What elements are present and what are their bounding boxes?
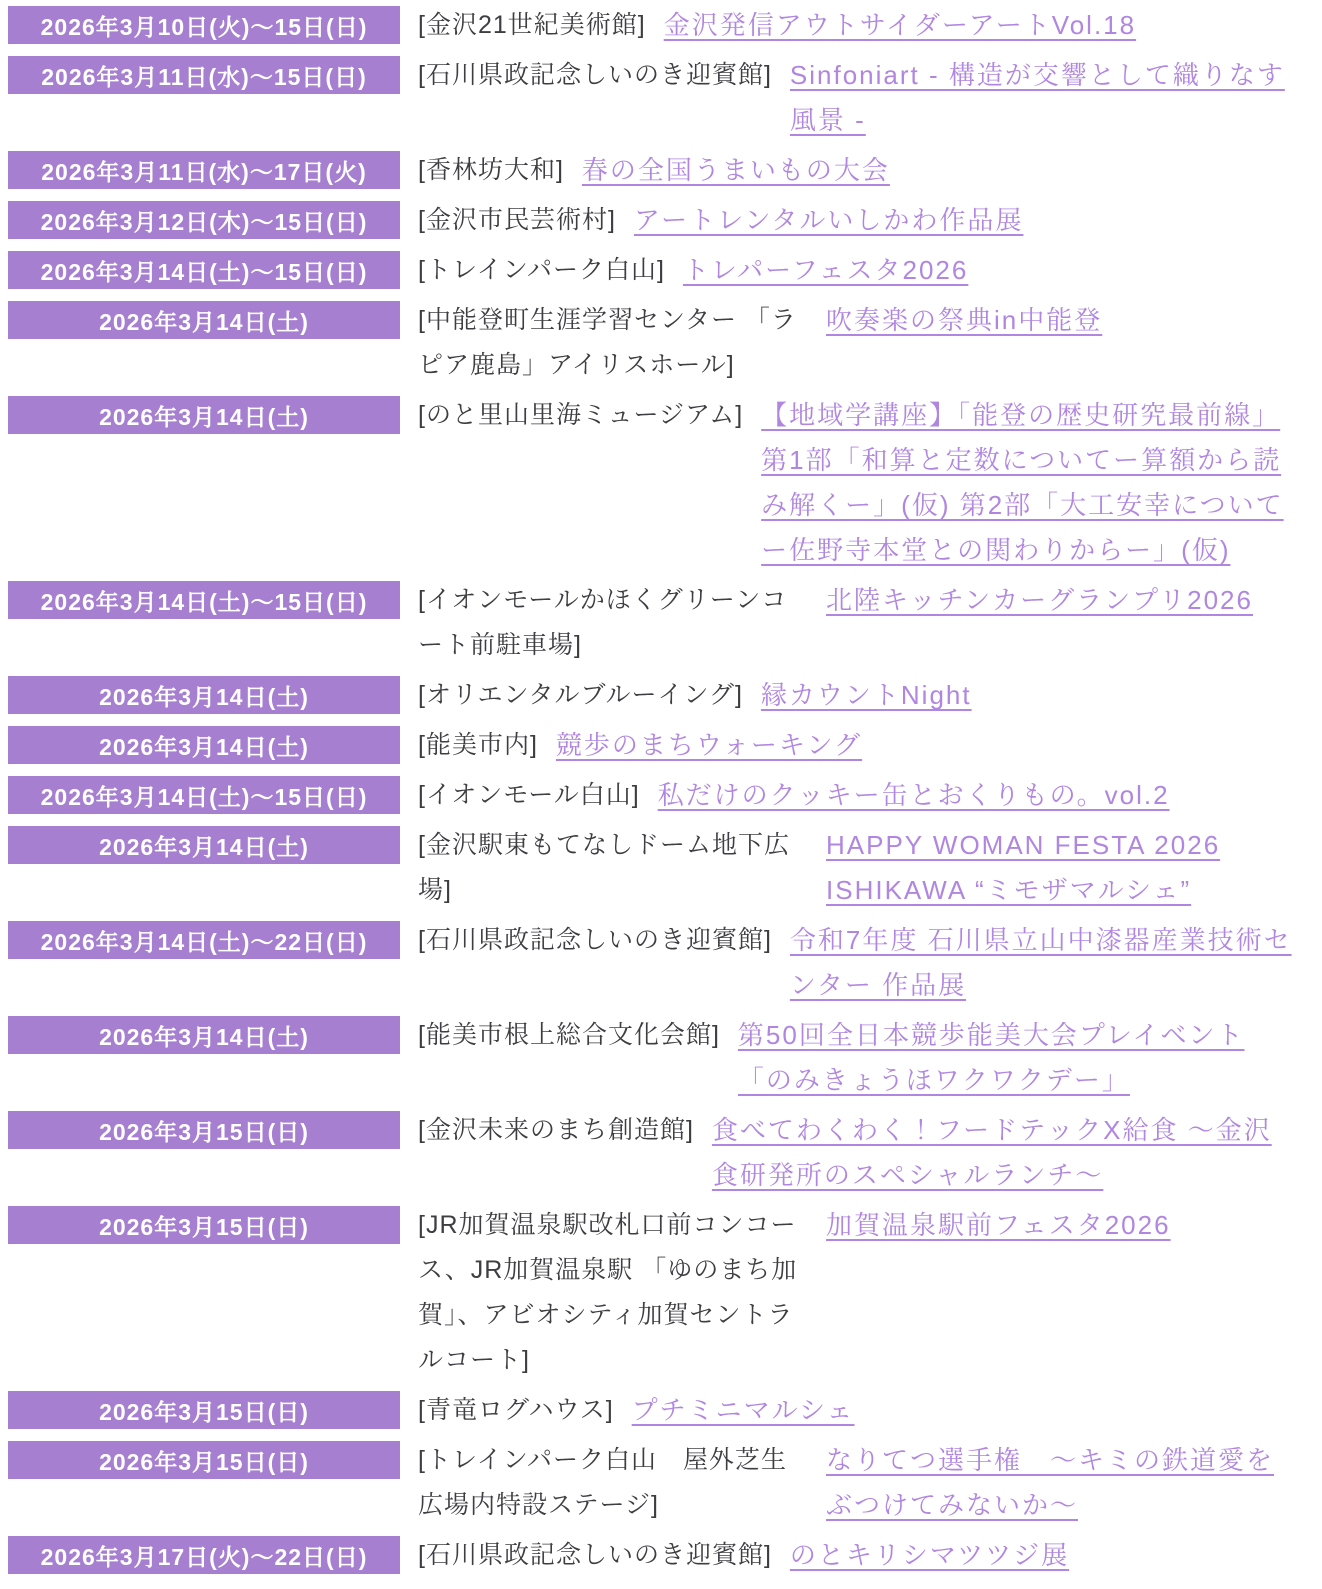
event-date-badge: 2026年3月14日(土): [8, 726, 400, 764]
event-date-badge: 2026年3月15日(日): [8, 1391, 400, 1429]
event-row: [8, 918, 1292, 1008]
event-title-link[interactable]: トレパーフェスタ2026: [682, 255, 969, 285]
event-date-badge: 2026年3月11日(水)〜17日(火): [8, 151, 400, 189]
event-venue: [金沢未来のまち創造館]: [418, 1116, 694, 1144]
event-row: [8, 148, 1292, 193]
event-title-link[interactable]: なりてつ選手権 ～キミの鉄道愛をぶつけてみないか～: [826, 1445, 1275, 1520]
event-row: [8, 723, 1292, 768]
event-date-badge: 2026年3月14日(土)〜15日(日): [8, 251, 400, 289]
event-venue: [イオンモール白山]: [418, 781, 640, 809]
event-title-link[interactable]: 加賀温泉駅前フェスタ2026: [826, 1210, 1171, 1240]
event-date-badge: 2026年3月14日(土)〜15日(日): [8, 581, 400, 619]
event-title-link[interactable]: 縁カウントNight: [760, 680, 972, 710]
event-row: [8, 578, 1292, 668]
event-venue: [イオンモールかほくグリーンコート前駐車場]: [418, 586, 788, 659]
event-title-link[interactable]: 競歩のまちウォーキング: [555, 730, 863, 760]
event-venue: [金沢21世紀美術館]: [418, 11, 646, 39]
event-row: [8, 1438, 1292, 1528]
event-row: [8, 1108, 1292, 1198]
event-row: [8, 773, 1292, 818]
event-date-badge: 2026年3月14日(土): [8, 676, 400, 714]
event-venue: [青竜ログハウス]: [418, 1396, 614, 1424]
event-title-link[interactable]: Sinfoniart - 構造が交響として織りなす風景 -: [789, 60, 1285, 135]
event-title-link[interactable]: アートレンタルいしかわ作品展: [633, 205, 1024, 235]
event-date-badge: 2026年3月15日(日): [8, 1441, 400, 1479]
event-venue: [JR加賀温泉駅改札口前コンコース、JR加賀温泉駅 「ゆのまち加賀」、アビオシティ加賀セントラルコート]: [418, 1211, 798, 1374]
event-row: [8, 1013, 1292, 1103]
event-date-badge: 2026年3月11日(水)〜15日(日): [8, 56, 400, 94]
event-venue: [トレインパーク白山 屋外芝生広場内特設ステージ]: [418, 1446, 787, 1519]
event-date-badge: 2026年3月14日(土): [8, 826, 400, 864]
event-title-link[interactable]: HAPPY WOMAN FESTA 2026 ISHIKAWA “ミモザマルシェ”: [826, 830, 1221, 905]
event-row: [8, 248, 1292, 293]
event-venue: [能美市根上総合文化会館]: [418, 1021, 720, 1049]
event-date-badge: 2026年3月15日(日): [8, 1206, 400, 1244]
event-date-badge: 2026年3月14日(土)〜15日(日): [8, 776, 400, 814]
event-row: [8, 1533, 1292, 1578]
event-venue: [香林坊大和]: [418, 156, 564, 184]
event-date-badge: 2026年3月14日(土): [8, 396, 400, 434]
event-date-badge: 2026年3月14日(土)〜22日(日): [8, 921, 400, 959]
event-venue: [石川県政記念しいのき迎賓館]: [418, 926, 772, 954]
event-row: [8, 198, 1292, 243]
event-row: [8, 298, 1292, 388]
event-venue: [石川県政記念しいのき迎賓館]: [418, 61, 772, 89]
event-venue: [金沢市民芸術村]: [418, 206, 616, 234]
event-title-link[interactable]: 私だけのクッキー缶とおくりもの。vol.2: [657, 780, 1170, 810]
event-venue: [トレインパーク白山]: [418, 256, 665, 284]
event-row: [8, 3, 1292, 48]
event-date-badge: 2026年3月14日(土): [8, 1016, 400, 1054]
event-venue: [石川県政記念しいのき迎賓館]: [418, 1541, 772, 1569]
event-row: [8, 1203, 1292, 1383]
event-venue: [のと里山里海ミュージアム]: [418, 401, 744, 429]
event-venue: [金沢駅東もてなしドーム地下広場]: [418, 831, 790, 904]
event-title-link[interactable]: 食べてわくわく！フードテックX給食 ～金沢食研発所のスペシャルランチ～: [711, 1115, 1272, 1190]
event-row: [8, 53, 1292, 143]
event-title-link[interactable]: のとキリシマツツジ展: [789, 1540, 1070, 1570]
event-date-badge: 2026年3月10日(火)〜15日(日): [8, 6, 400, 44]
event-title-link[interactable]: 令和7年度 石川県立山中漆器産業技術センター 作品展: [789, 925, 1292, 1000]
event-title-link[interactable]: 吹奏楽の祭典in中能登: [826, 305, 1103, 335]
event-date-badge: 2026年3月17日(火)〜22日(日): [8, 1536, 400, 1574]
event-title-link[interactable]: 北陸キッチンカーグランプリ2026: [826, 585, 1253, 615]
event-row: [8, 393, 1292, 573]
event-date-badge: 2026年3月14日(土): [8, 301, 400, 339]
event-title-link[interactable]: 【地域学講座】「能登の歴史研究最前線」 第1部「和算と定数についてー算額から読み解くー」(仮) 第2部「大工安幸についてー佐野寺本堂との関わりからー」(仮): [761, 400, 1284, 565]
event-date-badge: 2026年3月12日(木)〜15日(日): [8, 201, 400, 239]
event-date-badge: 2026年3月15日(日): [8, 1111, 400, 1149]
event-title-link[interactable]: 金沢発信アウトサイダーアートVol.18: [663, 10, 1137, 40]
event-row: [8, 673, 1292, 718]
event-title-link[interactable]: 春の全国うまいもの大会: [581, 155, 890, 185]
event-title-link[interactable]: 第50回全日本競歩能美大会プレイベント「のみきょうほワクワクデー」: [737, 1020, 1245, 1095]
event-venue: [オリエンタルブルーイング]: [418, 681, 743, 709]
event-venue: [中能登町生涯学習センター 「ラピア鹿島」アイリスホール]: [418, 306, 797, 379]
event-row: [8, 1388, 1292, 1433]
event-venue: [能美市内]: [418, 731, 538, 759]
event-row: [8, 823, 1292, 913]
event-title-link[interactable]: プチミニマルシェ: [631, 1395, 855, 1425]
